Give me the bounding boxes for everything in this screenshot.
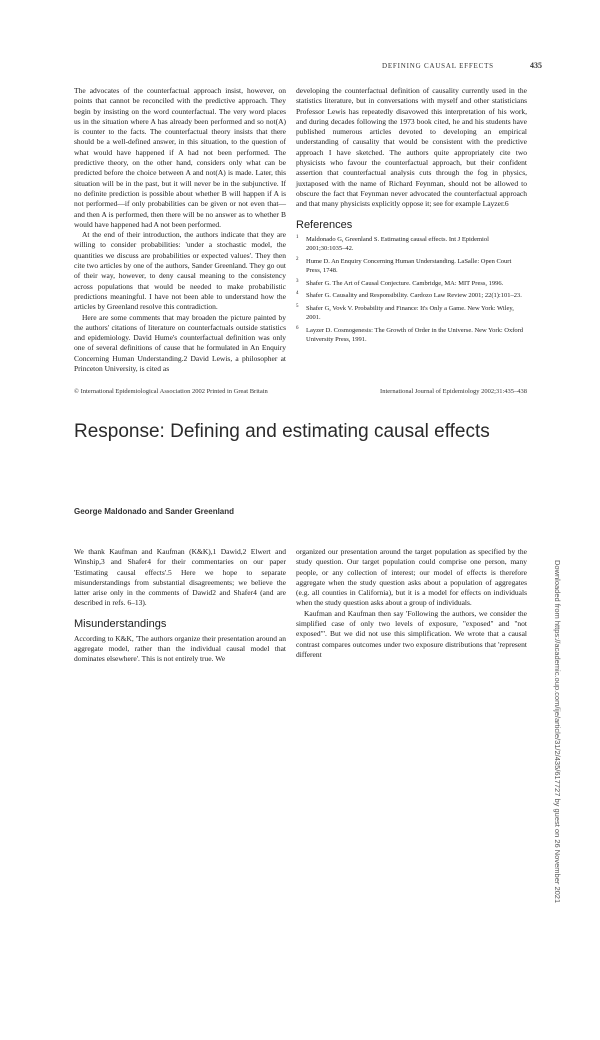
page-number: 435 [530, 61, 542, 70]
article-column-right [296, 547, 527, 660]
reference-item: 2 Hume D. An Enquiry Concerning Human Understanding. LaSalle: Open Court Press, 1748. [296, 256, 512, 275]
paragraph: Kaufman and Kaufman then say 'Following the authors, we consider the simplified case of only two levels of exposure, "exposed" and "not exposed"'. But we did not use this simplification. We wrote that a causal contrast compares outcomes under two exposure distributions that 'represent different [296, 608, 527, 659]
reference-item: 6 Layzer D. Cosmogenesis: The Growth of Order in the Universe. New York: Oxford University Press, 1991. [296, 325, 524, 344]
letter-column-left [74, 86, 286, 374]
reference-item: 3 Shafer G. The Art of Causal Conjecture. Cambridge, MA: MIT Press, 1996. [296, 278, 504, 287]
article-title: Response: Defining and estimating causal effects [74, 421, 490, 442]
running-head [382, 62, 542, 70]
reference-item: 5 Shafer G, Vovk V. Probability and Finance: It's Only a Game. New York: Wiley, 2001. [296, 303, 514, 322]
paragraph: The advocates of the counterfactual approach insist, however, on points that cannot be reconciled with the predictive approach. They begin by insisting on the word counterfactual. The very word places us in the situation where A has already been performed and so not(A) is counter to the facts. The counterfactual theory insists that there should be a well-defined answer, in this situation, to the question of what would have happened if A had not been performed. The predictive theory, on the other hand, considers only what can be predicted before the choice between A and not(A) is made. Later, this situation will be in the past, but it will never be in the subjunctive. If no definite prediction is possible about whether B will happen if A is not performed—if only probabilities can be given or not even that—and then A is performed, then there will be no answer as to whether B would have happened had A not been performed. [74, 86, 286, 229]
paragraph: At the end of their introduction, the authors indicate that they are willing to consider probabilities: 'under a stochastic model, the quantities we discuss are probabilities or expected values'. They then cite two articles by one of the authors, Sander Greenland. They go out of their way, however, to deny causal meaning to the consistency across populations that would be needed to make probabilistic predictions meaningful. I have not been able to understand how the articles by Greenland resolve this contradiction. [74, 230, 286, 312]
copyright-line: © International Epidemiological Association 2002 Printed in Great Britain [74, 388, 268, 395]
references-heading: References [296, 218, 353, 231]
paragraph: We thank Kaufman and Kaufman (K&K),1 Dawid,2 Elwert and Winship,3 and Shafer4 for their commentaries on our paper 'Estimating causal effects'.5 Here we hope to separate misunderstandings from substantial disagreements; we believe the latter arise only in the comments of Dawid2 and Shafer4 (and are described in refs. 6–13). [74, 547, 286, 608]
journal-footer [74, 388, 527, 395]
citation-line: International Journal of Epidemiology 2002;31:435–438 [380, 388, 527, 395]
reference-item: 1 Maldonado G, Greenland S. Estimating causal effects. Int J Epidemiol 2001;30:1035–42. [296, 234, 489, 253]
running-head-title: DEFINING CAUSAL EFFECTS [382, 62, 494, 70]
paragraph: Here are some comments that may broaden the picture painted by the authors' citations of literature on counterfactuals outside statistics and epidemiology. David Hume's counterfactual definition was only one of several definitions of cause that he formulated in An Enquiry Concerning Human Understanding.2 David Lewis, a philosopher at Princeton University, is cited as [74, 312, 286, 374]
reference-list [296, 235, 527, 345]
article-column-left [74, 547, 286, 665]
article-authors: George Maldonado and Sander Greenland [74, 507, 235, 516]
download-watermark: Downloaded from https://academic.oup.com/ije/article/31/2/435/617727 by guest on 26 November 2021 [553, 560, 562, 904]
paragraph: organized our presentation around the target population as specified by the study question. Our target population could comprise one person, many people, or any collection of interest; our model of effects is therefore aggregate when the study question asks about a population of aggregates (e.g. all counties in California), but it is a model for effects on individuals when the study question asks about a group of individuals. [296, 547, 527, 608]
paragraph: developing the counterfactual definition of causality currently used in the statistics literature, but in conversations with myself and other statisticians Professor Lewis has repeatedly disavowed this interpretation of his work, and during decades following the 1973 book cited, he and his students have published numerous articles devoted to developing an empirical understanding of causality that would be consistent with the predictive approach I have sketched. The authors quite appropriately cite two physicists who favour the counterfactual approach, but their confident assertion that counterfactual analysis cuts through the fog in physics, juxtaposed with the name of Richard Feynman, should not be allowed to obscure the fact that Feynman never advocated the counterfactual approach and that many physicists explicitly oppose it; see for example Layzer.6 [296, 86, 527, 209]
reference-item: 4 Shafer G. Causality and Responsibility. Cardozo Law Review 2001; 22(1):101–23. [296, 291, 522, 300]
paragraph: According to K&K, 'The authors organize their presentation around an aggregate model, rather than the individual causal model that dominates elsewhere'. This is not entirely true. We [74, 633, 286, 664]
letter-column-right [296, 86, 527, 348]
section-heading: Misunderstandings [74, 617, 167, 630]
